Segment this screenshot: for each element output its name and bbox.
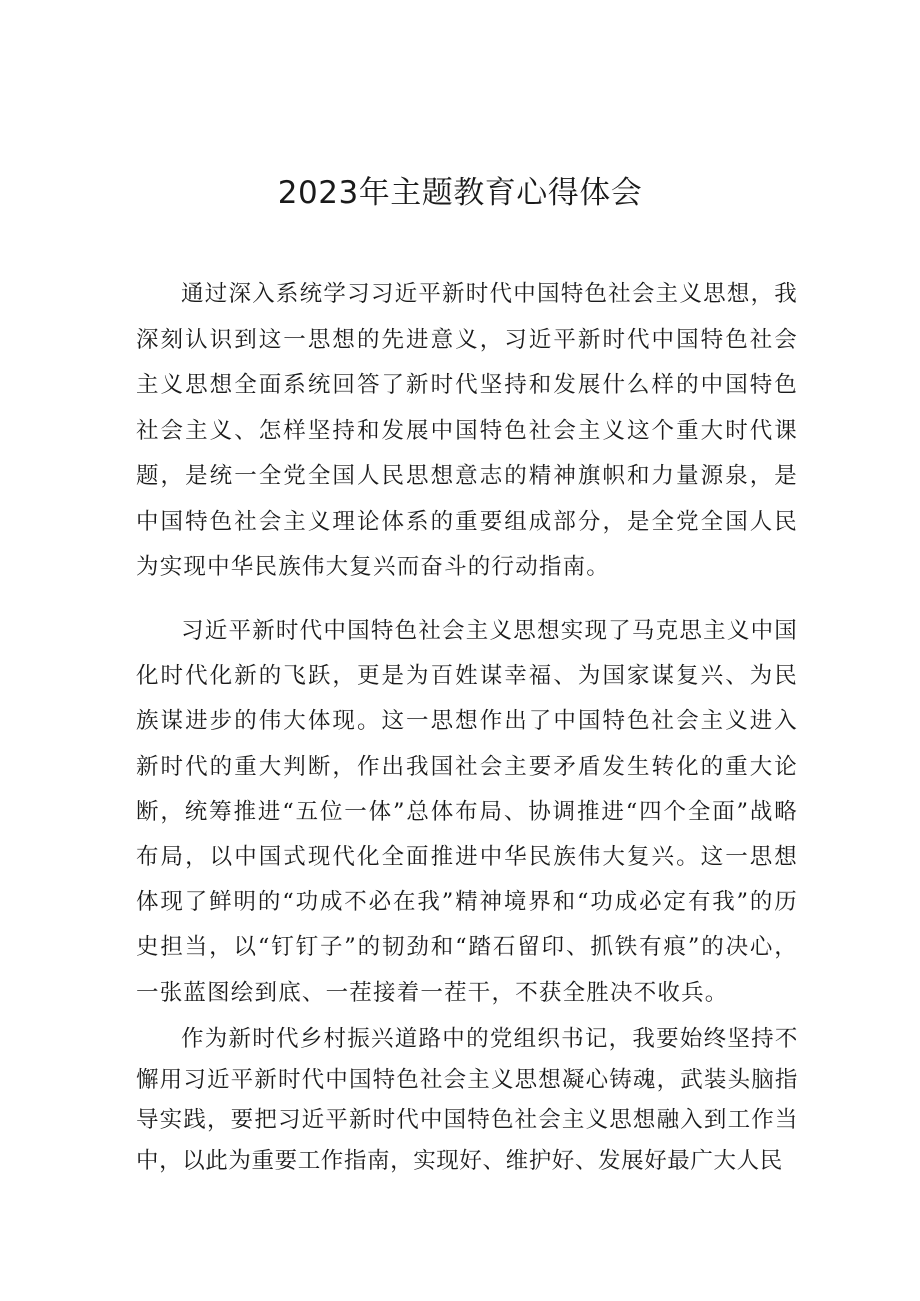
paragraph-1: 通过深入系统学习习近平新时代中国特色社会主义思想，我深刻认识到这一思想的先进意义，习近平新时代中国特色社会主义思想全面系统回答了新时代坚持和发展什么样的中国特色社会主义、怎样坚持和发展中国特色社会主义这个重大时代课题，是统一全党全国人民思想意志的精神旗帜和力量源泉，是中国特色社会主义理论体系的重要组成部分，是全党全国人民为实现中华民族伟大复兴而奋斗的行动指南。 [136,281,798,580]
document-title: 2023年主题教育心得体会 [277,175,643,211]
paragraph-2: 习近平新时代中国特色社会主义思想实现了马克思主义中国化时代化新的飞跃，更是为百姓谋幸福、为国家谋复兴、为民族谋进步的伟大体现。这一思想作出了中国特色社会主义进入新时代的重大判断，作出我国社会主要矛盾发生转化的重大论断，统筹推进“五位一体”总体布局、协调推进“四个全面”战略布局，以中国式现代化全面推进中华民族伟大复兴。这一思想体现了鲜明的“功成不必在我”精神境界和“功成必定有我”的历史担当，以“钉钉子”的韧劲和“踏石留印、抓铁有痕”的决心，一张蓝图绘到底、一茬接着一茬干，不获全胜决不收兵。 [136,618,798,1006]
paragraph-3: 作为新时代乡村振兴道路中的党组织书记，我要始终坚持不懈用习近平新时代中国特色社会主义思想凝心铸魂，武装头脑指导实践，要把习近平新时代中国特色社会主义思想融入到工作当中，以此为重要工作指南，实现好、维护好、发展好最广大人民 [136,1026,798,1174]
